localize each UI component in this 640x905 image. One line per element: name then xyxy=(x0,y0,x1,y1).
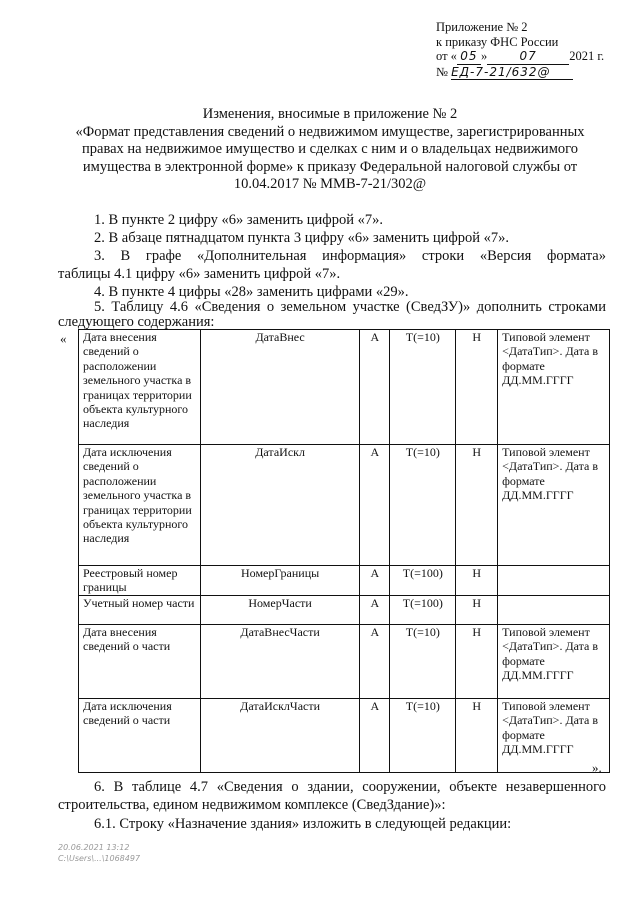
cell-info xyxy=(498,595,610,624)
cell-name: Реестровый номер границы xyxy=(79,566,201,596)
cell-required: Н xyxy=(456,624,498,698)
cell-type: А xyxy=(360,445,390,566)
item-6-1: 6.1. Строку «Назначение здания» изложить в следующей редакции: xyxy=(94,816,512,832)
cell-format: Т(=10) xyxy=(390,698,456,772)
cell-code: НомерГраницы xyxy=(200,566,360,596)
date-day: 05 xyxy=(457,49,481,65)
cell-info xyxy=(498,566,610,596)
date-year: 2021 г. xyxy=(569,49,605,63)
table-row xyxy=(79,445,610,566)
cell-required: Н xyxy=(456,566,498,596)
item-5-line2: следующего содержания: xyxy=(58,314,215,330)
item-5-line1: 5. Таблицу 4.6 «Сведения о земельном участке (СведЗУ)» дополнить строками xyxy=(94,299,606,315)
cell-info: Типовой элемент <ДатаТип>. Дата в формате ДД.ММ.ГГГГ xyxy=(498,330,610,445)
cell-info: Типовой элемент <ДатаТип>. Дата в формате ДД.ММ.ГГГГ xyxy=(498,445,610,566)
table-row xyxy=(79,330,610,445)
heading-format-title: «Формат представления сведений о недвижимом имуществе, зарегистрированных правах на недвижимое имущество и сделках с ним и о владельцах недвижимого имущества в электронной форме» к приказу Федеральной налоговой службы от 10.04.2017 № ММВ-7-21/302@ xyxy=(75,123,585,192)
cell-required: Н xyxy=(456,698,498,772)
cell-code: ДатаИскл xyxy=(200,445,360,566)
table-row xyxy=(79,624,610,698)
cell-type: А xyxy=(360,624,390,698)
item-6-line2: строительства, едином недвижимом комплексе (СведЗдание)»: xyxy=(58,797,446,813)
appendix-title: Приложение № 2 xyxy=(436,20,528,34)
appendix-order-ref: к приказу ФНС России xyxy=(436,34,559,49)
table-row xyxy=(79,595,610,624)
cell-format: Т(=100) xyxy=(390,595,456,624)
heading-line: Изменения, вносимые в приложение № 2 xyxy=(202,106,458,122)
table-row xyxy=(79,566,610,596)
cell-code: НомерЧасти xyxy=(200,595,360,624)
item-3-line2: таблицы 4.1 цифру «6» заменить цифрой «7». xyxy=(58,266,341,282)
cell-type: А xyxy=(360,595,390,624)
cell-code: ДатаВнес xyxy=(200,330,360,445)
cell-format: Т(=10) xyxy=(390,445,456,566)
item-1: 1. В пункте 2 цифру «6» заменить цифрой «7». xyxy=(94,212,383,228)
appendix-header xyxy=(436,20,604,80)
cell-format: Т(=10) xyxy=(390,624,456,698)
appendix-number-line: № ЕД-7-21/632@ xyxy=(436,65,604,81)
cell-info: Типовой элемент <ДатаТип>. Дата в формате ДД.ММ.ГГГГ xyxy=(498,624,610,698)
cell-required: Н xyxy=(456,595,498,624)
date-month: 07 xyxy=(487,49,569,65)
quote-open: « xyxy=(60,331,67,346)
quote-close: ». xyxy=(592,760,602,775)
item-3-line1: 3. В графе «Дополнительная информация» строки «Версия формата» xyxy=(94,248,606,264)
item-4: 4. В пункте 4 цифры «28» заменить цифрами «29». xyxy=(94,284,409,300)
cell-name: Дата внесения сведений о части xyxy=(79,624,201,698)
cell-name: Дата исключения сведений о части xyxy=(79,698,201,772)
cell-format: Т(=100) xyxy=(390,566,456,596)
cell-type: А xyxy=(360,566,390,596)
cell-required: Н xyxy=(456,445,498,566)
cell-type: А xyxy=(360,330,390,445)
item-6-line1: 6. В таблице 4.7 «Сведения о здании, сооружении, объекте незавершенного xyxy=(94,779,606,795)
attributes-table xyxy=(78,329,610,773)
cell-info: Типовой элемент <ДатаТип>. Дата в формате ДД.ММ.ГГГГ xyxy=(498,698,610,772)
file-stamp: 20.06.2021 13:12 C:\Users\...\1068497 xyxy=(58,843,141,863)
cell-name: Дата исключения сведений о расположении земельного участка в границах территории объекта культурного наследия xyxy=(79,445,201,566)
appendix-date-line: от « 05 » 07 2021 г. xyxy=(436,49,605,63)
table-row xyxy=(79,698,610,772)
cell-required: Н xyxy=(456,330,498,445)
cell-type: А xyxy=(360,698,390,772)
order-number: ЕД-7-21/632@ xyxy=(451,65,573,81)
cell-code: ДатаИсклЧасти xyxy=(200,698,360,772)
cell-name: Дата внесения сведений о расположении земельного участка в границах территории объекта культурного наследия xyxy=(79,330,201,445)
document-heading xyxy=(60,106,600,194)
item-2: 2. В абзаце пятнадцатом пункта 3 цифру «6» заменить цифрой «7». xyxy=(94,230,510,246)
cell-code: ДатаВнесЧасти xyxy=(200,624,360,698)
cell-name: Учетный номер части xyxy=(79,595,201,624)
cell-format: Т(=10) xyxy=(390,330,456,445)
